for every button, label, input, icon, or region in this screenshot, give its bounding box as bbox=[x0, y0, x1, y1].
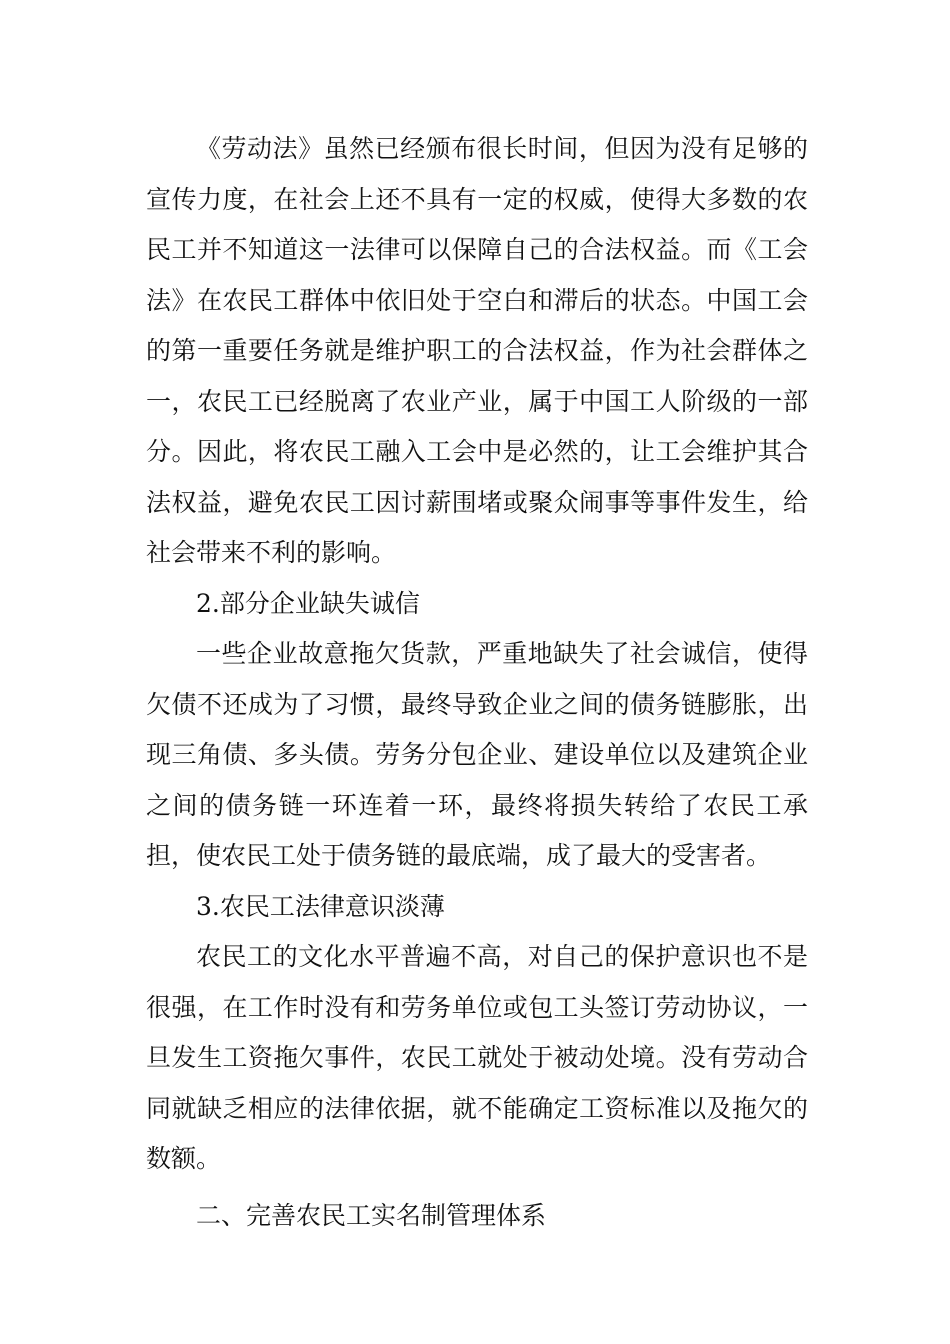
paragraph-enterprise-debt: 一些企业故意拖欠货款，严重地缺失了社会诚信，使得欠债不还成为了习惯，最终导致企业之间的债务链膨胀，出现三角债、多头债。劳务分包企业、建设单位以及建筑企业之间的债务链一环连着一环，最终将损失转给了农民工承担，使农民工处于债务链的最底端，成了最大的受害者。 bbox=[146, 639, 808, 870]
paragraph-labor-law: 《劳动法》虽然已经颁布很长时间，但因为没有足够的宣传力度，在社会上还不具有一定的权威，使得大多数的农民工并不知道这一法律可以保障自己的合法权益。而《工会法》在农民工群体中依旧处于空白和滞后的状态。中国工会的第一重要任务就是维护职工的合法权益，作为社会群体之一，农民工已经脱离了农业产业，属于中国工人阶级的一部分。因此，将农民工融入工会中是必然的，让工会维护其合法权益，避免农民工因讨薪围堵或聚众闹事等事件发生，给社会带来不利的影响。 bbox=[146, 134, 808, 567]
document-body bbox=[146, 124, 808, 1241]
subheading-enterprise-integrity: 2.部分企业缺失诚信 bbox=[196, 588, 420, 618]
subheading-legal-awareness: 3.农民工法律意识淡薄 bbox=[196, 891, 445, 921]
paragraph-legal-awareness: 农民工的文化水平普遍不高，对自己的保护意识也不是很强，在工作时没有和劳务单位或包工头签订劳动协议，一旦发生工资拖欠事件，农民工就处于被动处境。没有劳动合同就缺乏相应的法律依据，就不能确定工资标准以及拖欠的数额。 bbox=[146, 942, 808, 1173]
section-heading-real-name-system: 二、完善农民工实名制管理体系 bbox=[196, 1200, 547, 1230]
